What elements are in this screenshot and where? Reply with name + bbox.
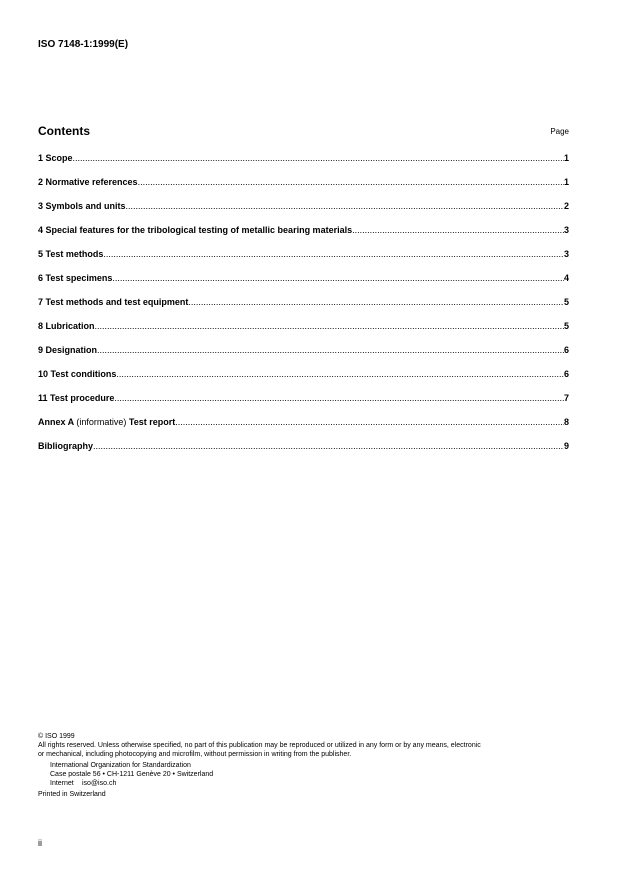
toc-dot-leader bbox=[93, 441, 564, 451]
toc-entry-lubrication[interactable] bbox=[38, 321, 569, 345]
document-header: ISO 7148-1:1999(E) bbox=[38, 39, 129, 50]
toc-entry-page: 4 bbox=[563, 273, 569, 283]
table-of-contents bbox=[38, 153, 569, 465]
toc-dot-leader bbox=[73, 153, 564, 163]
toc-entry-page: 3 bbox=[563, 225, 569, 235]
organization-name: International Organization for Standardization bbox=[50, 762, 191, 769]
toc-entry-page: 6 bbox=[563, 345, 569, 355]
toc-dot-leader bbox=[138, 177, 564, 187]
printed-in: Printed in Switzerland bbox=[38, 791, 106, 798]
toc-dot-leader bbox=[116, 369, 564, 379]
organization-address: Case postale 56 • CH-1211 Genève 20 • Switzerland bbox=[50, 771, 214, 778]
toc-dot-leader bbox=[114, 393, 564, 403]
annex-title: Test report bbox=[128, 417, 176, 427]
toc-dot-leader bbox=[112, 273, 564, 283]
copyright-notice: © ISO 1999 bbox=[38, 733, 75, 740]
toc-dot-leader bbox=[352, 225, 564, 235]
toc-dot-leader bbox=[175, 417, 564, 427]
toc-entry-scope[interactable] bbox=[38, 153, 569, 177]
toc-entry-page: 5 bbox=[563, 297, 569, 307]
toc-entry-normative-references[interactable] bbox=[38, 177, 569, 201]
toc-entry-title: 10 Test conditions bbox=[38, 369, 117, 379]
toc-entry-title: 1 Scope bbox=[38, 153, 73, 163]
toc-entry-designation[interactable] bbox=[38, 345, 569, 369]
toc-entry-page: 6 bbox=[563, 369, 569, 379]
toc-entry-test-methods[interactable] bbox=[38, 249, 569, 273]
toc-entry-special-features[interactable] bbox=[38, 225, 569, 249]
toc-entry-title: 9 Designation bbox=[38, 345, 98, 355]
toc-dot-leader bbox=[103, 249, 564, 259]
toc-dot-leader bbox=[97, 345, 564, 355]
toc-entry-title: 4 Special features for the tribological testing of metallic bearing materials bbox=[38, 225, 353, 235]
toc-entry-test-procedure[interactable] bbox=[38, 393, 569, 417]
toc-entry-title: 7 Test methods and test equipment bbox=[38, 297, 189, 307]
toc-entry-title: 11 Test procedure bbox=[38, 393, 115, 403]
toc-entry-page: 2 bbox=[563, 201, 569, 211]
internet-label: Internet bbox=[50, 780, 74, 787]
toc-entry-page: 9 bbox=[563, 441, 569, 451]
page-number: ii bbox=[38, 838, 42, 848]
toc-entry-page: 3 bbox=[563, 249, 569, 259]
toc-entry-title: 6 Test specimens bbox=[38, 273, 113, 283]
toc-dot-leader bbox=[188, 297, 564, 307]
toc-entry-test-conditions[interactable] bbox=[38, 369, 569, 393]
toc-entry-title: 3 Symbols and units bbox=[38, 201, 126, 211]
toc-entry-page: 5 bbox=[563, 321, 569, 331]
toc-entry-title: 8 Lubrication bbox=[38, 321, 95, 331]
contents-heading: Contents bbox=[38, 124, 90, 138]
toc-entry-page: 7 bbox=[563, 393, 569, 403]
copyright-block bbox=[38, 732, 578, 799]
toc-entry-symbols-and-units[interactable] bbox=[38, 201, 569, 225]
toc-entry-test-specimens[interactable] bbox=[38, 273, 569, 297]
annex-note: (informative) bbox=[76, 417, 127, 427]
rights-line-1: All rights reserved. Unless otherwise specified, no part of this publication may be reproduced or utilized in any form or by any means, electronic bbox=[38, 742, 481, 749]
internet-contact bbox=[38, 779, 578, 788]
toc-entry-annex-a[interactable] bbox=[38, 417, 569, 441]
rights-line-2: or mechanical, including photocopying and microfilm, without permission in writing from the publisher. bbox=[38, 751, 352, 758]
toc-entry-test-methods-and-equipment[interactable] bbox=[38, 297, 569, 321]
internet-email[interactable]: iso@iso.ch bbox=[82, 780, 117, 787]
toc-entry-title: Bibliography bbox=[38, 441, 94, 451]
toc-entry-page: 1 bbox=[563, 153, 569, 163]
toc-dot-leader bbox=[95, 321, 564, 331]
page-column-label: Page bbox=[550, 127, 569, 136]
toc-entry-page: 8 bbox=[563, 417, 569, 427]
annex-label: Annex A bbox=[38, 417, 74, 427]
toc-entry-title bbox=[38, 417, 175, 427]
toc-entry-page: 1 bbox=[563, 177, 569, 187]
toc-entry-title: 2 Normative references bbox=[38, 177, 138, 187]
toc-dot-leader bbox=[126, 201, 564, 211]
toc-entry-title: 5 Test methods bbox=[38, 249, 104, 259]
toc-entry-bibliography[interactable] bbox=[38, 441, 569, 465]
